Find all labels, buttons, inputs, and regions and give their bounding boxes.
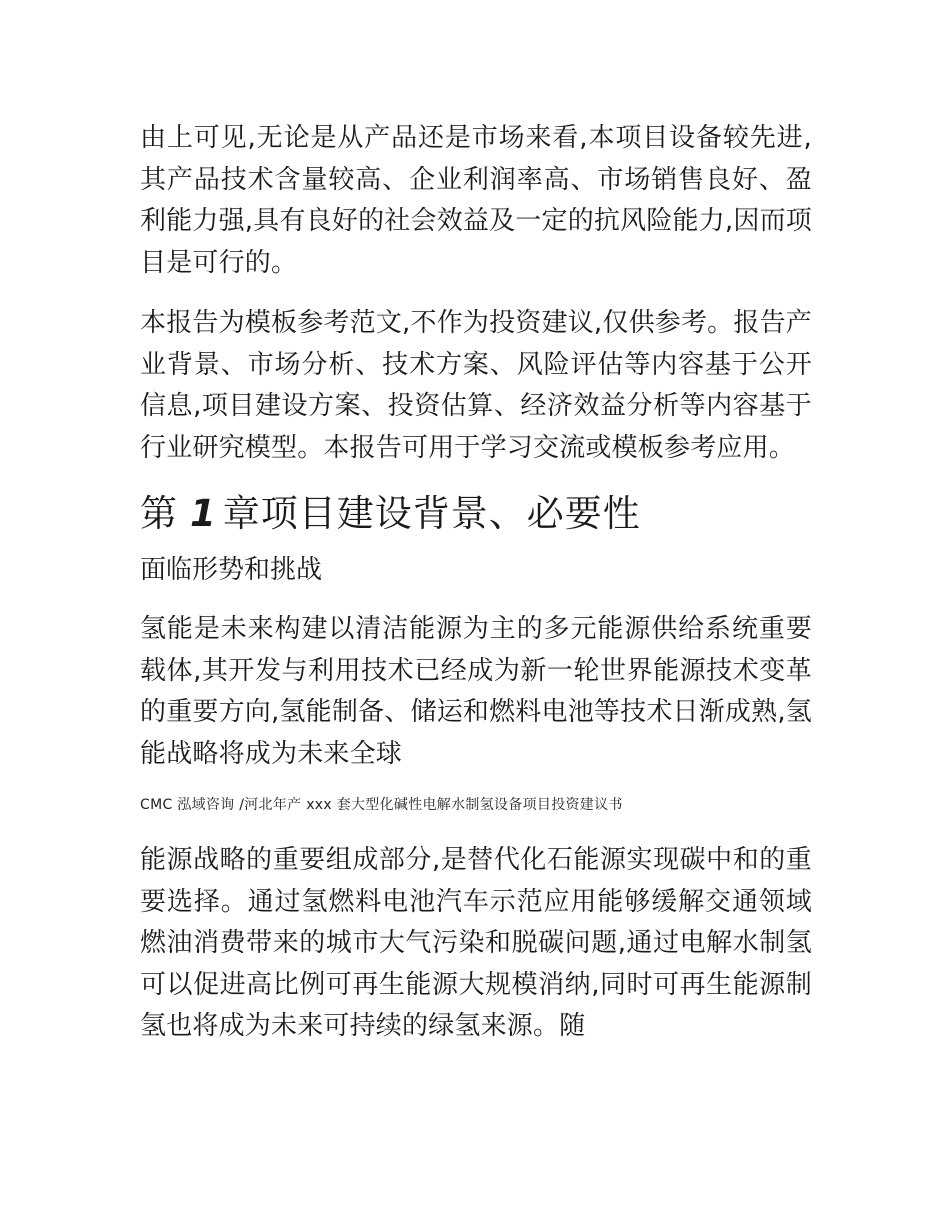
page-footer: CMC 泓域咨询 /河北年产 xxx 套大型化碱性电解水制氢设备项目投资建议书 bbox=[140, 797, 623, 813]
section-paragraph: 氢能是未来构建以清洁能源为主的多元能源供给系统重要载体,其开发与利用技术已经成为新一轮世界能源技术变革的重要方向,氢能制备、储运和燃料电池等技术日渐成熟,氢能战略将成为未来全球 bbox=[140, 614, 812, 769]
document-page bbox=[140, 118, 812, 1067]
intro-paragraph-2: 本报告为模板参考范文,不作为投资建议,仅供参考。报告产业背景、市场分析、技术方案、风险评估等内容基于公开信息,项目建设方案、投资估算、经济效益分析等内容基于行业研究模型。本报告可用于学习交流或模板参考应用。 bbox=[140, 308, 812, 463]
section-title: 面临形势和挑战 bbox=[140, 555, 323, 585]
chapter-prefix: 第 bbox=[140, 492, 178, 535]
intro-paragraph-1: 由上可见,无论是从产品还是市场来看,本项目设备较先进,其产品技术含量较高、企业利润率高、市场销售良好、盈利能力强,具有良好的社会效益及一定的抗风险能力,因而项目是可行的。 bbox=[140, 123, 812, 278]
continuation-paragraph: 能源战略的重要组成部分,是替代化石能源实现碳中和的重要选择。通过氢燃料电池汽车示范应用能够缓解交通领域燃油消费带来的城市大气污染和脱碳问题,通过电解水制氢可以促进高比例可再生能源大规模消纳,同时可再生能源制氢也将成为未来可持续的绿氢来源。随 bbox=[140, 845, 812, 1041]
chapter-heading bbox=[140, 488, 812, 540]
chapter-number: 1 bbox=[190, 492, 217, 535]
chapter-title: 章项目建设背景、必要性 bbox=[222, 492, 641, 535]
